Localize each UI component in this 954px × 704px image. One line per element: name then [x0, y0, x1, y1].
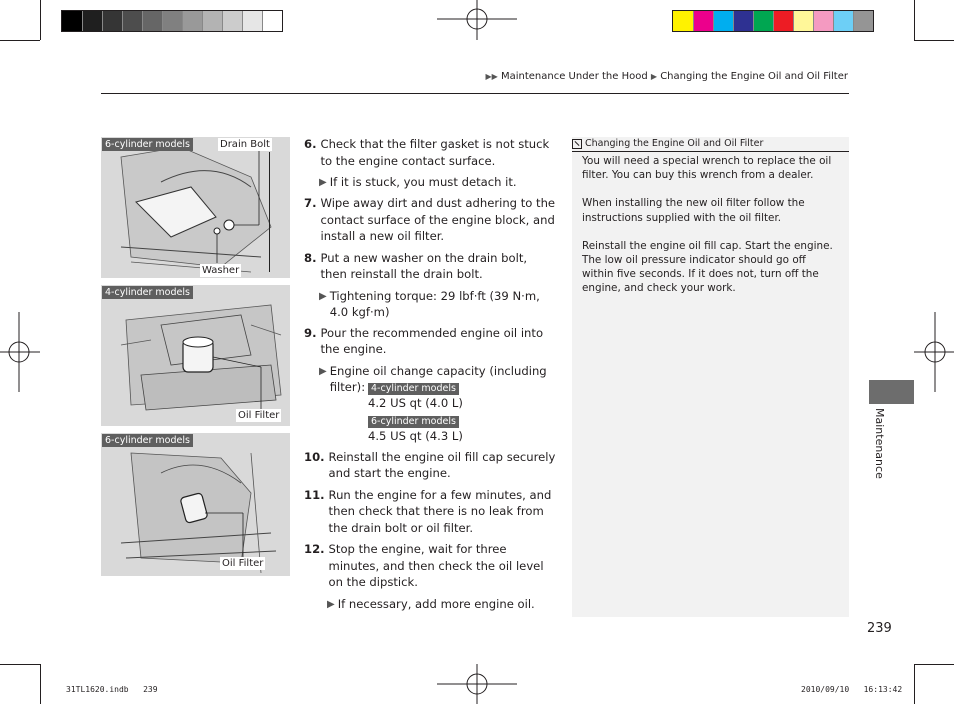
- step-11: 11. Run the engine for a few minutes, and then check that there is no leak from the drain bolt or oil filter.: [304, 487, 552, 535]
- engine-oil-filter-illustration: [101, 285, 290, 426]
- registration-mark-right: [914, 312, 954, 392]
- color-swatch: [202, 11, 222, 31]
- procedure-steps: [304, 136, 556, 617]
- color-swatch: [102, 11, 122, 31]
- sidebar-note: [572, 137, 849, 617]
- color-swatch: [753, 11, 773, 31]
- color-swatch: [222, 11, 242, 31]
- engine-oil-filter-illustration: [101, 433, 290, 576]
- step-12-note: ▶ If necessary, add more engine oil.: [327, 596, 535, 611]
- breadcrumb: [485, 71, 848, 82]
- color-swatch: [122, 11, 142, 31]
- arrow-icon: ▶: [319, 177, 327, 188]
- color-swatch: [142, 11, 162, 31]
- section-tab[interactable]: [869, 380, 914, 404]
- color-swatch: [693, 11, 713, 31]
- figure-tag: 6-cylinder models: [102, 138, 193, 151]
- page-number: 239: [867, 621, 892, 636]
- step-8: 8. Put a new washer on the drain bolt, then reinstall the drain bolt.: [304, 250, 528, 281]
- step-6: 6. Check that the filter gasket is not stuck to the engine contact surface.: [304, 137, 550, 168]
- capacity-value-6cyl: 4.5 US qt (4.3 L): [368, 429, 463, 443]
- model-tag: 4-cylinder models: [368, 383, 459, 395]
- step-9: 9. Pour the recommended engine oil into the engine.: [304, 325, 544, 356]
- note-title: Changing the Engine Oil and Oil Filter: [585, 138, 764, 149]
- arrow-icon: ▶: [319, 365, 327, 377]
- figure-tag: 4-cylinder models: [102, 286, 193, 299]
- color-swatch: [813, 11, 833, 31]
- step-6-note: ▶ If it is stuck, you must detach it.: [319, 175, 517, 189]
- color-swatch: [733, 11, 753, 31]
- color-swatch: [162, 11, 182, 31]
- color-swatch: [853, 11, 873, 31]
- registration-mark-left: [0, 312, 40, 392]
- capacity-6cyl: [368, 412, 556, 429]
- color-swatch: [262, 11, 282, 31]
- step-10: 10. Reinstall the engine oil fill cap securely and start the engine.: [304, 449, 556, 480]
- color-swatch: [62, 11, 82, 31]
- breadcrumb-arrow-icon: ▶: [650, 72, 658, 81]
- registration-mark-top: [437, 0, 517, 40]
- note-paragraph: You will need a special wrench to replace the oil filter. You can buy this wrench from a dealer.: [582, 155, 832, 182]
- figure-oil-filter-4cyl: [101, 285, 290, 426]
- figure-drain-bolt: [101, 137, 290, 278]
- note-paragraph: When installing the new oil filter follow the instructions supplied with the oil filter.: [582, 197, 805, 224]
- color-swatch: [242, 11, 262, 31]
- color-swatch: [673, 11, 693, 31]
- breadcrumb-arrow-icon: ▶▶: [485, 72, 498, 81]
- footer-timestamp: 2010/09/10 16:13:42: [801, 685, 903, 694]
- header-rule: [101, 93, 849, 94]
- label-oil-filter: Oil Filter: [222, 558, 264, 569]
- section-tab-label: Maintenance: [873, 408, 886, 479]
- color-swatch: [773, 11, 793, 31]
- note-paragraph: Reinstall the engine oil fill cap. Start the engine.: [582, 239, 833, 252]
- label-oil-filter: Oil Filter: [238, 410, 280, 421]
- step-8-note: ▶ Tightening torque: 29 lbf·ft (39 N·m, 4.0 kgf·m): [319, 288, 540, 319]
- figure-oil-filter-6cyl: [101, 433, 290, 576]
- registration-mark-bottom: [437, 664, 517, 704]
- grayscale-color-bar: [61, 10, 283, 32]
- footer-file-info: 31TL1620.indb 239: [66, 685, 158, 694]
- arrow-icon: ▶: [319, 290, 327, 302]
- color-swatch: [713, 11, 733, 31]
- breadcrumb-item-1[interactable]: Maintenance Under the Hood: [500, 71, 648, 82]
- figure-tag: 6-cylinder models: [102, 434, 193, 447]
- note-reference-icon: [572, 139, 582, 149]
- color-swatch: [182, 11, 202, 31]
- color-swatch: [793, 11, 813, 31]
- model-tag: 6-cylinder models: [368, 416, 459, 428]
- breadcrumb-item-2[interactable]: Changing the Engine Oil and Oil Filter: [660, 71, 848, 82]
- step-9-note: ▶ Engine oil change capacity (including filter):: [319, 363, 547, 394]
- cmyk-color-bar: [672, 10, 874, 32]
- color-swatch: [82, 11, 102, 31]
- color-swatch: [833, 11, 853, 31]
- arrow-icon: ▶: [327, 598, 335, 610]
- engine-underside-illustration: [101, 137, 290, 278]
- label-drain-bolt: Drain Bolt: [220, 139, 270, 150]
- capacity-value-4cyl: 4.2 US qt (4.0 L): [368, 396, 463, 410]
- step-12: 12. Stop the engine, wait for three minutes, and then check the oil level on the dipstick.: [304, 542, 544, 589]
- note-header: [572, 137, 849, 152]
- label-washer: Washer: [202, 265, 240, 276]
- note-paragraph: The low oil pressure indicator should go off within five seconds. If it does not, turn off the engine, and check your work.: [582, 254, 819, 295]
- step-7: 7. Wipe away dirt and dust adhering to the contact surface of the engine block, and install a new oil filter.: [304, 196, 556, 243]
